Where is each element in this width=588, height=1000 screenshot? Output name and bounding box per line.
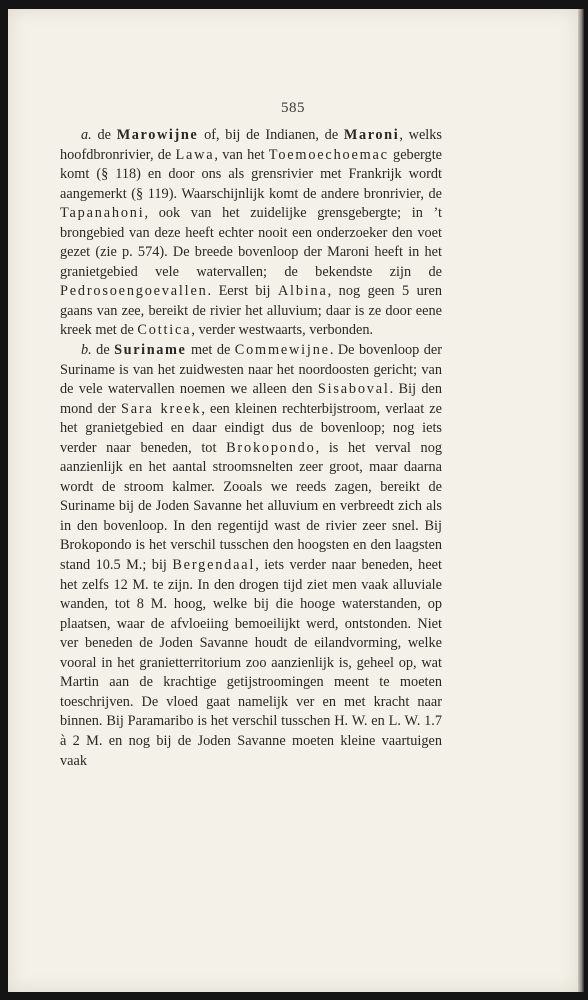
text-segment: . Bij den mond der — [60, 381, 442, 417]
text-segment: Marowijne — [116, 127, 199, 143]
text-segment: Suriname — [114, 342, 187, 359]
text-segment: Maroni — [343, 127, 400, 143]
text-segment: , is het verval nog aanzienlijk en het aantal stroomsnelten zeer groot, maar daarna wordt de stroom kalmer. Zooals we reeds zagen, bereikt de Suriname bij de Joden Savanne het alluvium en verbreedt zich als in den bovenloop. In den regentijd wast de rivier zeer snel. Bij Brokopondo is het verschil tusschen den hoogsten en den laagsten stand 10.5 M.; bij — [60, 439, 442, 574]
text-segment: , nog geen 5 uren gaans van zee, bereikt de rivier het alluvium; daar is ze door eene kreek met de — [60, 283, 443, 339]
text-segment: of, bij de Indianen, de — [198, 127, 344, 143]
text-segment: a. — [81, 127, 92, 143]
text-segment: , iets verder naar beneden, heet het zelfs 12 M. te zijn. In den drogen tijd ziet men vaak alluviale wanden, tot 8 M. hoog, welke bij die hooge waterstanden, op plaatsen, waar de afvloeiing bemoeilijkt werd, ontstonden. Niet ver beneden de Joden Savanne houdt de eilandvorming, welke vooral in het granietterritorium zoo aanzienlijk is, geheel op, wat Martin aan de krachtige getijstroomingen meent te moeten toeschrijven. De vloed gaat namelijk ver en met kracht naar binnen. Bij Paramaribo is het verschil tusschen H. W. en L. W. 1.7 à 2 M. en nog bij de Joden Savanne moeten kleine vaartuigen vaak — [60, 557, 442, 769]
book-page — [8, 9, 578, 992]
text-segment: Toemoechoemac — [268, 146, 389, 163]
text-segment: de — [91, 342, 115, 359]
paragraph — [60, 126, 442, 341]
text-segment: Tapanahoni — [60, 205, 145, 222]
text-segment: met de — [186, 342, 235, 359]
text-segment: . Eerst bij — [207, 283, 278, 300]
text-segment: Bergendaal — [172, 557, 256, 574]
page-body-text — [60, 126, 442, 771]
text-segment: Pedrosoengoevallen — [60, 283, 208, 300]
text-segment: Sara kreek — [121, 400, 202, 417]
text-segment: de — [91, 127, 117, 143]
text-segment: , welks hoofdbronrivier, de — [60, 127, 442, 163]
text-segment: Commewijne — [234, 342, 330, 359]
text-segment: Lawa — [175, 146, 215, 163]
text-segment: Cottica — [137, 322, 192, 339]
text-segment: gebergte komt (§ 118) en door ons als grensrivier met Frankrijk wordt aangemerkt (§ 119). Waarschijnlijk komt de andere bronrivier, de — [60, 146, 443, 202]
text-segment: , ook van het zuidelijke grensgebergte; in ’t brongebied van deze heeft echter nooit een onderzoeker den voet gezet (zie p. 574). De breede bovenloop der Maroni heeft in het granietgebied vele watervallen; de bekendste zijn de — [60, 205, 442, 280]
page-edge-shadow — [578, 9, 584, 992]
text-segment: Sisaboval — [317, 381, 390, 398]
text-segment: , van het — [214, 146, 269, 163]
page-number: 585 — [281, 100, 305, 116]
text-segment: b. — [81, 342, 92, 359]
text-segment: , verder westwaarts, verbonden. — [191, 322, 374, 339]
paragraph — [60, 341, 442, 771]
text-segment: Albina — [277, 283, 328, 300]
text-segment: Brokopondo — [226, 439, 316, 456]
text-segment: . De bovenloop der Suriname is van het zuidwesten naar het noordoosten gericht; van de vele watervallen noemen we alleen den — [60, 342, 442, 398]
text-segment: , een kleinen rechterbijstroom, verlaat ze het granietgebied en daar eindigt dus de bovenloop; nog iets verder naar beneden, tot — [60, 400, 442, 456]
